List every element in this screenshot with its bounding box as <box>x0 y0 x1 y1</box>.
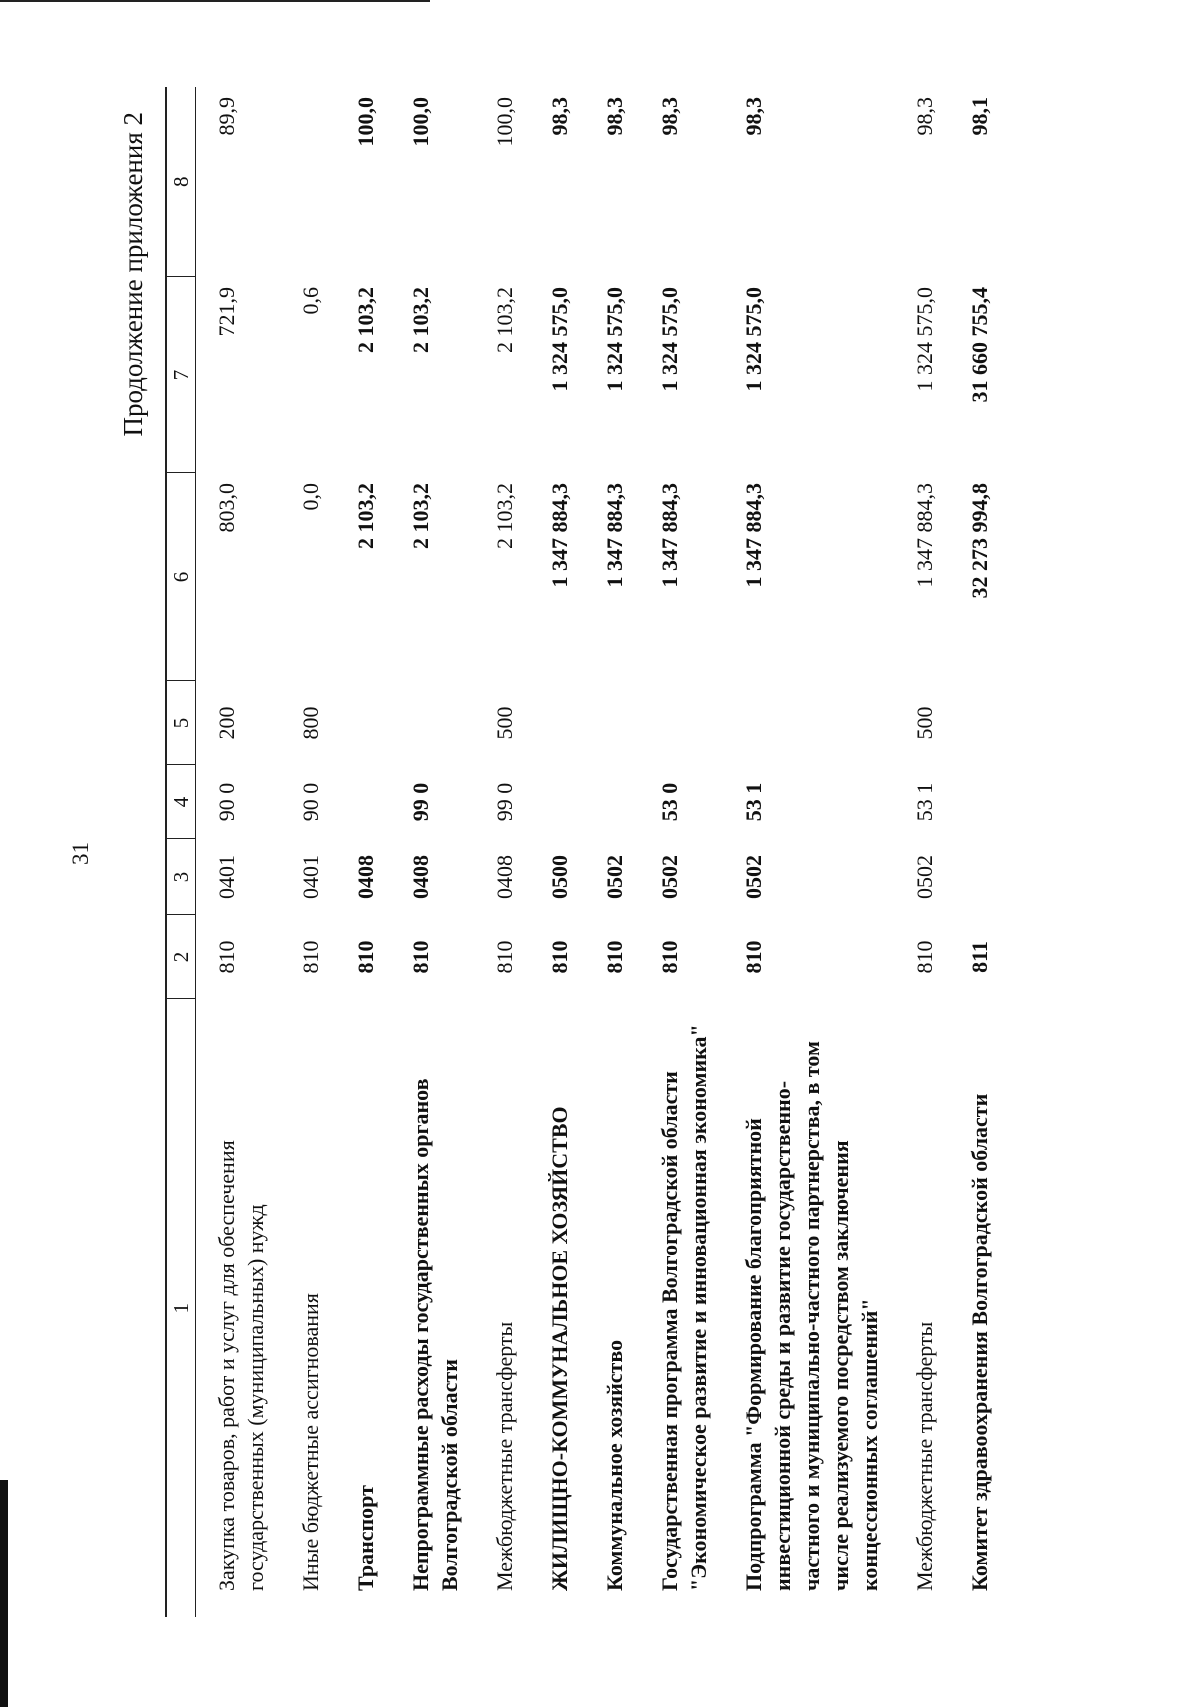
value-planned: 1 347 884,3 <box>912 483 937 588</box>
code-expense-type <box>949 681 1004 765</box>
value-percent: 98,3 <box>912 97 937 136</box>
code-program: 90 0 <box>298 782 323 822</box>
code-expense-type <box>723 681 894 765</box>
value-actual: 0,6 <box>298 287 323 315</box>
table-row <box>335 87 390 1617</box>
code-section <box>949 839 1004 915</box>
value-percent: 98,3 <box>657 97 682 136</box>
code-ministry: 810 <box>214 940 239 974</box>
row-name: Государственная программа Волгоградской области "Экономическое развитие и инновационная экономика" <box>657 1024 711 1591</box>
value-actual: 1 324 575,0 <box>912 287 937 392</box>
value-actual: 2 103,2 <box>492 287 517 353</box>
value-actual: 1 324 575,0 <box>602 287 627 392</box>
budget-table <box>165 87 1004 1617</box>
row-name: Межбюджетные трансферты <box>492 1321 517 1591</box>
code-expense-type: 500 <box>492 706 517 740</box>
column-header: 8 <box>166 87 196 277</box>
value-planned: 1 347 884,3 <box>741 483 766 588</box>
code-expense-type <box>390 681 474 765</box>
value-planned: 1 347 884,3 <box>547 483 572 588</box>
column-header: 5 <box>166 681 196 765</box>
code-program: 53 1 <box>912 782 937 822</box>
table-row <box>196 87 281 1617</box>
code-program <box>584 765 639 839</box>
code-ministry: 810 <box>741 940 766 974</box>
code-expense-type: 500 <box>912 706 937 740</box>
value-percent: 89,9 <box>214 97 239 136</box>
value-actual: 721,9 <box>214 287 239 337</box>
value-planned: 803,0 <box>214 483 239 533</box>
code-program: 99 0 <box>408 782 433 822</box>
row-name: Непрограммные расходы государственных органов Волгоградской области <box>408 1078 462 1591</box>
value-actual: 1 324 575,0 <box>741 287 766 392</box>
code-ministry: 811 <box>967 941 992 973</box>
value-planned: 1 347 884,3 <box>657 483 682 588</box>
code-program <box>529 765 584 839</box>
value-percent <box>280 87 335 277</box>
value-planned: 2 103,2 <box>408 483 433 549</box>
value-percent: 98,3 <box>547 97 572 136</box>
code-section: 0408 <box>492 855 517 899</box>
table-row <box>639 87 723 1617</box>
code-section: 0401 <box>298 855 323 899</box>
table-row <box>529 87 584 1617</box>
value-actual: 31 660 755,4 <box>967 287 992 403</box>
code-program <box>335 765 390 839</box>
code-ministry: 810 <box>408 940 433 974</box>
value-percent: 100,0 <box>492 97 517 147</box>
column-header: 1 <box>166 999 196 1617</box>
code-program: 53 1 <box>741 782 766 822</box>
value-actual: 1 324 575,0 <box>547 287 572 392</box>
code-ministry: 810 <box>602 940 627 974</box>
code-section: 0502 <box>657 855 682 899</box>
row-name: Подпрограмма "Формирование благоприятной инвестиционной среды и развитие государственно-частного и муниципально-частного партнерства, в том числе реализуемого посредством заключения концессионных соглашений" <box>741 1041 882 1591</box>
code-ministry: 810 <box>353 940 378 974</box>
table-row <box>723 87 894 1617</box>
row-name: Транспорт <box>353 1485 378 1591</box>
code-ministry: 810 <box>912 940 937 974</box>
column-header: 3 <box>166 839 196 915</box>
value-percent: 100,0 <box>353 97 378 147</box>
code-expense-type <box>529 681 584 765</box>
code-program: 90 0 <box>214 782 239 822</box>
value-actual: 2 103,2 <box>353 287 378 353</box>
page-number: 31 <box>68 842 93 865</box>
value-percent: 98,3 <box>741 97 766 136</box>
column-header: 4 <box>166 765 196 839</box>
value-actual: 2 103,2 <box>408 287 433 353</box>
value-percent: 98,1 <box>967 97 992 136</box>
table-row <box>474 87 529 1617</box>
column-header: 6 <box>166 473 196 681</box>
table-header-row <box>166 87 196 1617</box>
code-expense-type: 800 <box>298 706 323 740</box>
value-planned: 1 347 884,3 <box>602 483 627 588</box>
table-row <box>949 87 1004 1617</box>
code-ministry: 810 <box>492 940 517 974</box>
code-expense-type <box>584 681 639 765</box>
code-program: 99 0 <box>492 782 517 822</box>
code-section: 0408 <box>353 855 378 899</box>
value-planned: 32 273 994,8 <box>967 483 992 599</box>
code-section: 0408 <box>408 855 433 899</box>
row-name: ЖИЛИЩНО-КОММУНАЛЬНОЕ ХОЗЯЙСТВО <box>547 1106 572 1591</box>
code-section: 0502 <box>912 855 937 899</box>
code-section: 0502 <box>741 855 766 899</box>
row-name: Иные бюджетные ассигнования <box>298 1293 323 1591</box>
code-section: 0401 <box>214 855 239 899</box>
continuation-label: Продолжение приложения 2 <box>118 112 148 437</box>
value-planned: 0,0 <box>298 483 323 511</box>
row-name: Коммунальное хозяйство <box>602 1339 627 1591</box>
code-program: 53 0 <box>657 782 682 822</box>
code-program <box>949 765 1004 839</box>
value-percent: 100,0 <box>408 97 433 147</box>
code-expense-type: 200 <box>214 706 239 740</box>
row-name: Межбюджетные трансферты <box>912 1321 937 1591</box>
code-section: 0502 <box>602 855 627 899</box>
row-name: Закупка товаров, работ и услуг для обеспечения государственных (муниципальных) нужд <box>214 1140 268 1591</box>
code-expense-type <box>639 681 723 765</box>
table-row <box>280 87 335 1617</box>
column-header: 2 <box>166 915 196 999</box>
code-ministry: 810 <box>657 940 682 974</box>
code-section: 0500 <box>547 855 572 899</box>
table-row <box>584 87 639 1617</box>
code-ministry: 810 <box>298 940 323 974</box>
table-row <box>390 87 474 1617</box>
column-header: 7 <box>166 277 196 473</box>
value-actual: 1 324 575,0 <box>657 287 682 392</box>
value-percent: 98,3 <box>602 97 627 136</box>
code-ministry: 810 <box>547 940 572 974</box>
code-expense-type <box>335 681 390 765</box>
row-name: Комитет здравоохранения Волгоградской области <box>967 1093 992 1591</box>
table-row <box>894 87 949 1617</box>
value-planned: 2 103,2 <box>353 483 378 549</box>
value-planned: 2 103,2 <box>492 483 517 549</box>
